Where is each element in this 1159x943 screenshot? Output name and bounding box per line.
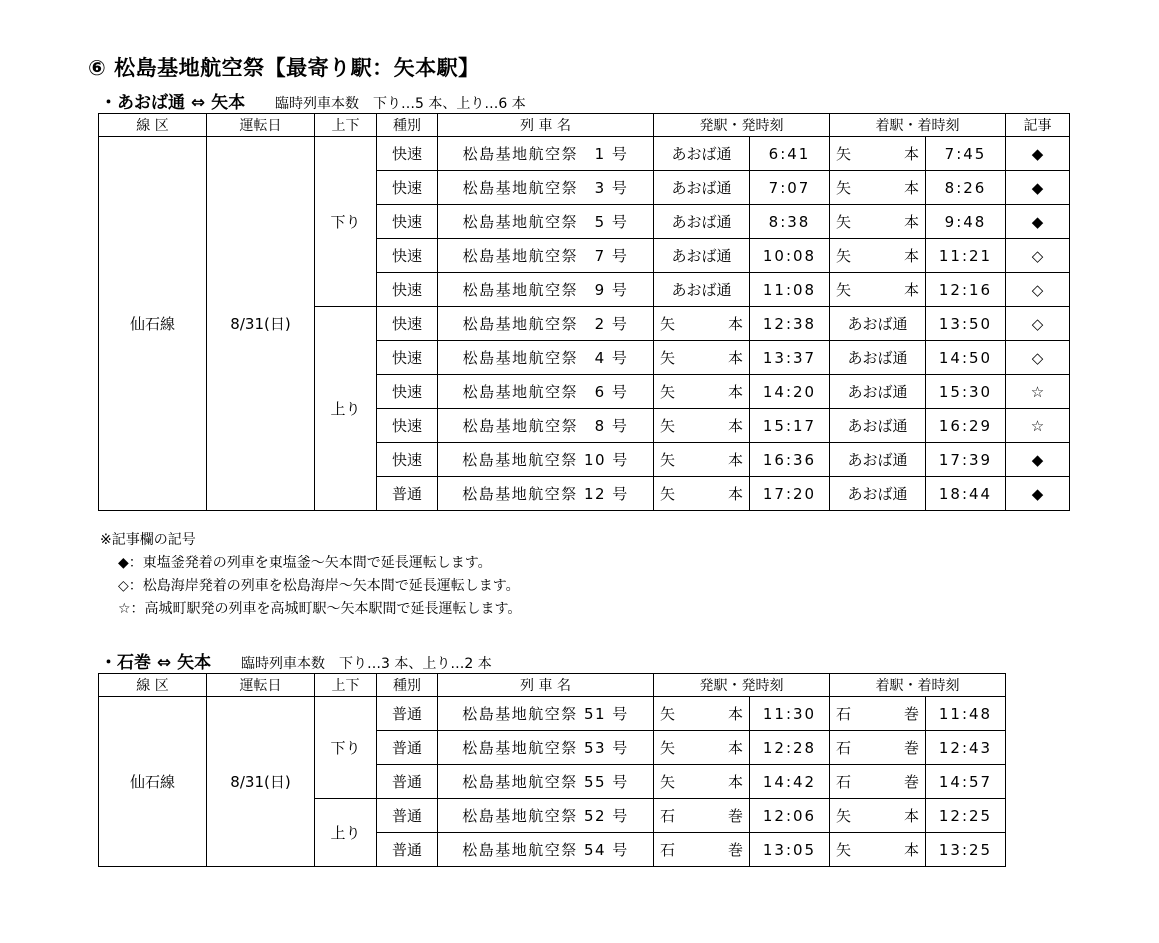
arrival-station: あおば通: [830, 409, 926, 443]
section1-count: 臨時列車本数 下り…5 本、上り…6 本: [275, 96, 526, 112]
departure-station-text: 矢 本: [660, 739, 743, 757]
note-symbol: ☆: [1006, 375, 1070, 409]
note-symbol: ◆: [1006, 171, 1070, 205]
header-line: 線 区: [99, 674, 207, 697]
departure-station: [654, 697, 750, 731]
table-row: [99, 697, 1006, 731]
header-train-name: 列 車 名: [438, 674, 654, 697]
train-name: 松島基地航空祭 6 号: [438, 375, 654, 409]
arrival-station: [830, 171, 926, 205]
arrival-time: 12:43: [926, 731, 1006, 765]
departure-time: 7:07: [750, 171, 830, 205]
table-header-row: [99, 114, 1070, 137]
departure-time: 14:42: [750, 765, 830, 799]
arrival-station: [830, 833, 926, 867]
departure-station: あおば通: [654, 171, 750, 205]
departure-station: [654, 765, 750, 799]
arrival-station-text: 矢 本: [836, 179, 919, 197]
header-train-name: 列 車 名: [438, 114, 654, 137]
departure-station: [654, 409, 750, 443]
run-date: 8/31(日): [207, 137, 315, 511]
arrival-station: [830, 765, 926, 799]
line-name: 仙石線: [99, 137, 207, 511]
note-item: ☆：高城町駅発の列車を高城町駅～矢本駅間で延長運転します。: [118, 601, 522, 617]
departure-station: [654, 443, 750, 477]
arrival-time: 9:48: [926, 205, 1006, 239]
arrival-station: [830, 697, 926, 731]
arrival-station-text: 矢 本: [836, 247, 919, 265]
arrival-station-text: 矢 本: [836, 145, 919, 163]
train-name: 松島基地航空祭 54 号: [438, 833, 654, 867]
departure-station: [654, 341, 750, 375]
train-name: 松島基地航空祭 1 号: [438, 137, 654, 171]
departure-station-text: 矢 本: [660, 451, 743, 469]
train-type: 普通: [377, 477, 438, 511]
header-type: 種別: [377, 114, 438, 137]
section2-title: ・石巻 ⇔ 矢本: [100, 653, 212, 673]
train-type: 快速: [377, 171, 438, 205]
train-name: 松島基地航空祭 4 号: [438, 341, 654, 375]
departure-station-text: 矢 本: [660, 315, 743, 333]
arrival-time: 11:21: [926, 239, 1006, 273]
page-title: ⑥ 松島基地航空祭【最寄り駅：矢本駅】: [88, 56, 480, 80]
train-type: 普通: [377, 765, 438, 799]
arrival-station: あおば通: [830, 375, 926, 409]
arrival-station: あおば通: [830, 443, 926, 477]
header-date: 運転日: [207, 114, 315, 137]
arrival-station-text: 石 巻: [836, 773, 919, 791]
departure-station-text: 石 巻: [660, 807, 743, 825]
departure-time: 13:37: [750, 341, 830, 375]
departure-time: 16:36: [750, 443, 830, 477]
note-symbol: ◆: [1006, 477, 1070, 511]
arrival-time: 11:48: [926, 697, 1006, 731]
departure-time: 10:08: [750, 239, 830, 273]
departure-station-text: 矢 本: [660, 417, 743, 435]
run-date: 8/31(日): [207, 697, 315, 867]
arrival-station: あおば通: [830, 477, 926, 511]
departure-time: 13:05: [750, 833, 830, 867]
departure-time: 6:41: [750, 137, 830, 171]
train-name: 松島基地航空祭 2 号: [438, 307, 654, 341]
departure-station-text: 石 巻: [660, 841, 743, 859]
header-departure: 発駅・発時刻: [654, 114, 830, 137]
departure-time: 11:08: [750, 273, 830, 307]
departure-time: 14:20: [750, 375, 830, 409]
train-type: 快速: [377, 409, 438, 443]
arrival-time: 18:44: [926, 477, 1006, 511]
departure-station: [654, 375, 750, 409]
arrival-station-text: 石 巻: [836, 705, 919, 723]
train-name: 松島基地航空祭 53 号: [438, 731, 654, 765]
train-type: 快速: [377, 307, 438, 341]
table-header-row: [99, 674, 1006, 697]
train-type: 快速: [377, 239, 438, 273]
header-direction: 上下: [315, 674, 377, 697]
header-departure: 発駅・発時刻: [654, 674, 830, 697]
departure-station: [654, 731, 750, 765]
arrival-station: あおば通: [830, 341, 926, 375]
arrival-station: [830, 239, 926, 273]
departure-station: [654, 799, 750, 833]
arrival-station: [830, 731, 926, 765]
arrival-station-text: 矢 本: [836, 807, 919, 825]
departure-station: [654, 477, 750, 511]
arrival-station: あおば通: [830, 307, 926, 341]
departure-station: あおば通: [654, 239, 750, 273]
header-line: 線 区: [99, 114, 207, 137]
arrival-time: 13:25: [926, 833, 1006, 867]
train-name: 松島基地航空祭 52 号: [438, 799, 654, 833]
train-type: 快速: [377, 205, 438, 239]
note-symbol: ◆: [1006, 205, 1070, 239]
departure-station: あおば通: [654, 137, 750, 171]
train-name: 松島基地航空祭 8 号: [438, 409, 654, 443]
arrival-time: 16:29: [926, 409, 1006, 443]
arrival-station-text: 石 巻: [836, 739, 919, 757]
legend-notes: [100, 529, 521, 621]
direction-down: 下り: [315, 137, 377, 307]
arrival-station: [830, 137, 926, 171]
arrival-station: [830, 799, 926, 833]
arrival-time: 15:30: [926, 375, 1006, 409]
note-symbol: ◆: [1006, 137, 1070, 171]
note-symbol: ◇: [1006, 273, 1070, 307]
arrival-time: 14:50: [926, 341, 1006, 375]
timetable-ishinomaki-yamoto: [98, 673, 1006, 867]
arrival-time: 7:45: [926, 137, 1006, 171]
train-name: 松島基地航空祭 12 号: [438, 477, 654, 511]
header-note: 記事: [1006, 114, 1070, 137]
departure-station: [654, 307, 750, 341]
note-symbol: ☆: [1006, 409, 1070, 443]
direction-up: 上り: [315, 799, 377, 867]
train-type: 快速: [377, 341, 438, 375]
departure-time: 12:06: [750, 799, 830, 833]
note-symbol: ◆: [1006, 443, 1070, 477]
departure-station-text: 矢 本: [660, 383, 743, 401]
arrival-station-text: 矢 本: [836, 841, 919, 859]
train-name: 松島基地航空祭 51 号: [438, 697, 654, 731]
note-symbol: ◇: [1006, 341, 1070, 375]
header-date: 運転日: [207, 674, 315, 697]
direction-down: 下り: [315, 697, 377, 799]
arrival-time: 12:25: [926, 799, 1006, 833]
arrival-time: 8:26: [926, 171, 1006, 205]
departure-station-text: 矢 本: [660, 705, 743, 723]
departure-time: 12:38: [750, 307, 830, 341]
section2-count: 臨時列車本数 下り…3 本、上り…2 本: [241, 656, 492, 672]
section1-header: [100, 88, 526, 113]
arrival-time: 12:16: [926, 273, 1006, 307]
departure-time: 11:30: [750, 697, 830, 731]
arrival-time: 17:39: [926, 443, 1006, 477]
departure-station: [654, 833, 750, 867]
train-type: 快速: [377, 443, 438, 477]
train-name: 松島基地航空祭 55 号: [438, 765, 654, 799]
departure-station: あおば通: [654, 205, 750, 239]
direction-up: 上り: [315, 307, 377, 511]
timetable-aoba-yamoto: [98, 113, 1070, 511]
train-type: 普通: [377, 833, 438, 867]
train-type: 快速: [377, 137, 438, 171]
departure-time: 15:17: [750, 409, 830, 443]
train-type: 快速: [377, 273, 438, 307]
train-type: 普通: [377, 697, 438, 731]
departure-time: 17:20: [750, 477, 830, 511]
departure-time: 12:28: [750, 731, 830, 765]
note-symbol: ◇: [1006, 239, 1070, 273]
arrival-station-text: 矢 本: [836, 213, 919, 231]
arrival-time: 13:50: [926, 307, 1006, 341]
note-item: ◆：東塩釜発着の列車を東塩釜～矢本間で延長運転します。: [118, 555, 492, 571]
arrival-station-text: 矢 本: [836, 281, 919, 299]
header-type: 種別: [377, 674, 438, 697]
arrival-time: 14:57: [926, 765, 1006, 799]
departure-time: 8:38: [750, 205, 830, 239]
line-name: 仙石線: [99, 697, 207, 867]
section1-title: ・あおば通 ⇔ 矢本: [100, 93, 246, 113]
header-arrival: 着駅・着時刻: [830, 114, 1006, 137]
arrival-station: [830, 273, 926, 307]
departure-station-text: 矢 本: [660, 349, 743, 367]
train-name: 松島基地航空祭 10 号: [438, 443, 654, 477]
note-item: ◇：松島海岸発着の列車を松島海岸～矢本間で延長運転します。: [118, 578, 520, 594]
train-type: 快速: [377, 375, 438, 409]
train-name: 松島基地航空祭 7 号: [438, 239, 654, 273]
train-name: 松島基地航空祭 3 号: [438, 171, 654, 205]
header-arrival: 着駅・着時刻: [830, 674, 1006, 697]
departure-station: あおば通: [654, 273, 750, 307]
arrival-station: [830, 205, 926, 239]
departure-station-text: 矢 本: [660, 773, 743, 791]
notes-title: ※記事欄の記号: [100, 532, 196, 548]
train-name: 松島基地航空祭 9 号: [438, 273, 654, 307]
header-direction: 上下: [315, 114, 377, 137]
train-type: 普通: [377, 799, 438, 833]
departure-station-text: 矢 本: [660, 485, 743, 503]
section2-header: [100, 648, 492, 673]
train-name: 松島基地航空祭 5 号: [438, 205, 654, 239]
table-row: [99, 137, 1070, 171]
note-symbol: ◇: [1006, 307, 1070, 341]
train-type: 普通: [377, 731, 438, 765]
